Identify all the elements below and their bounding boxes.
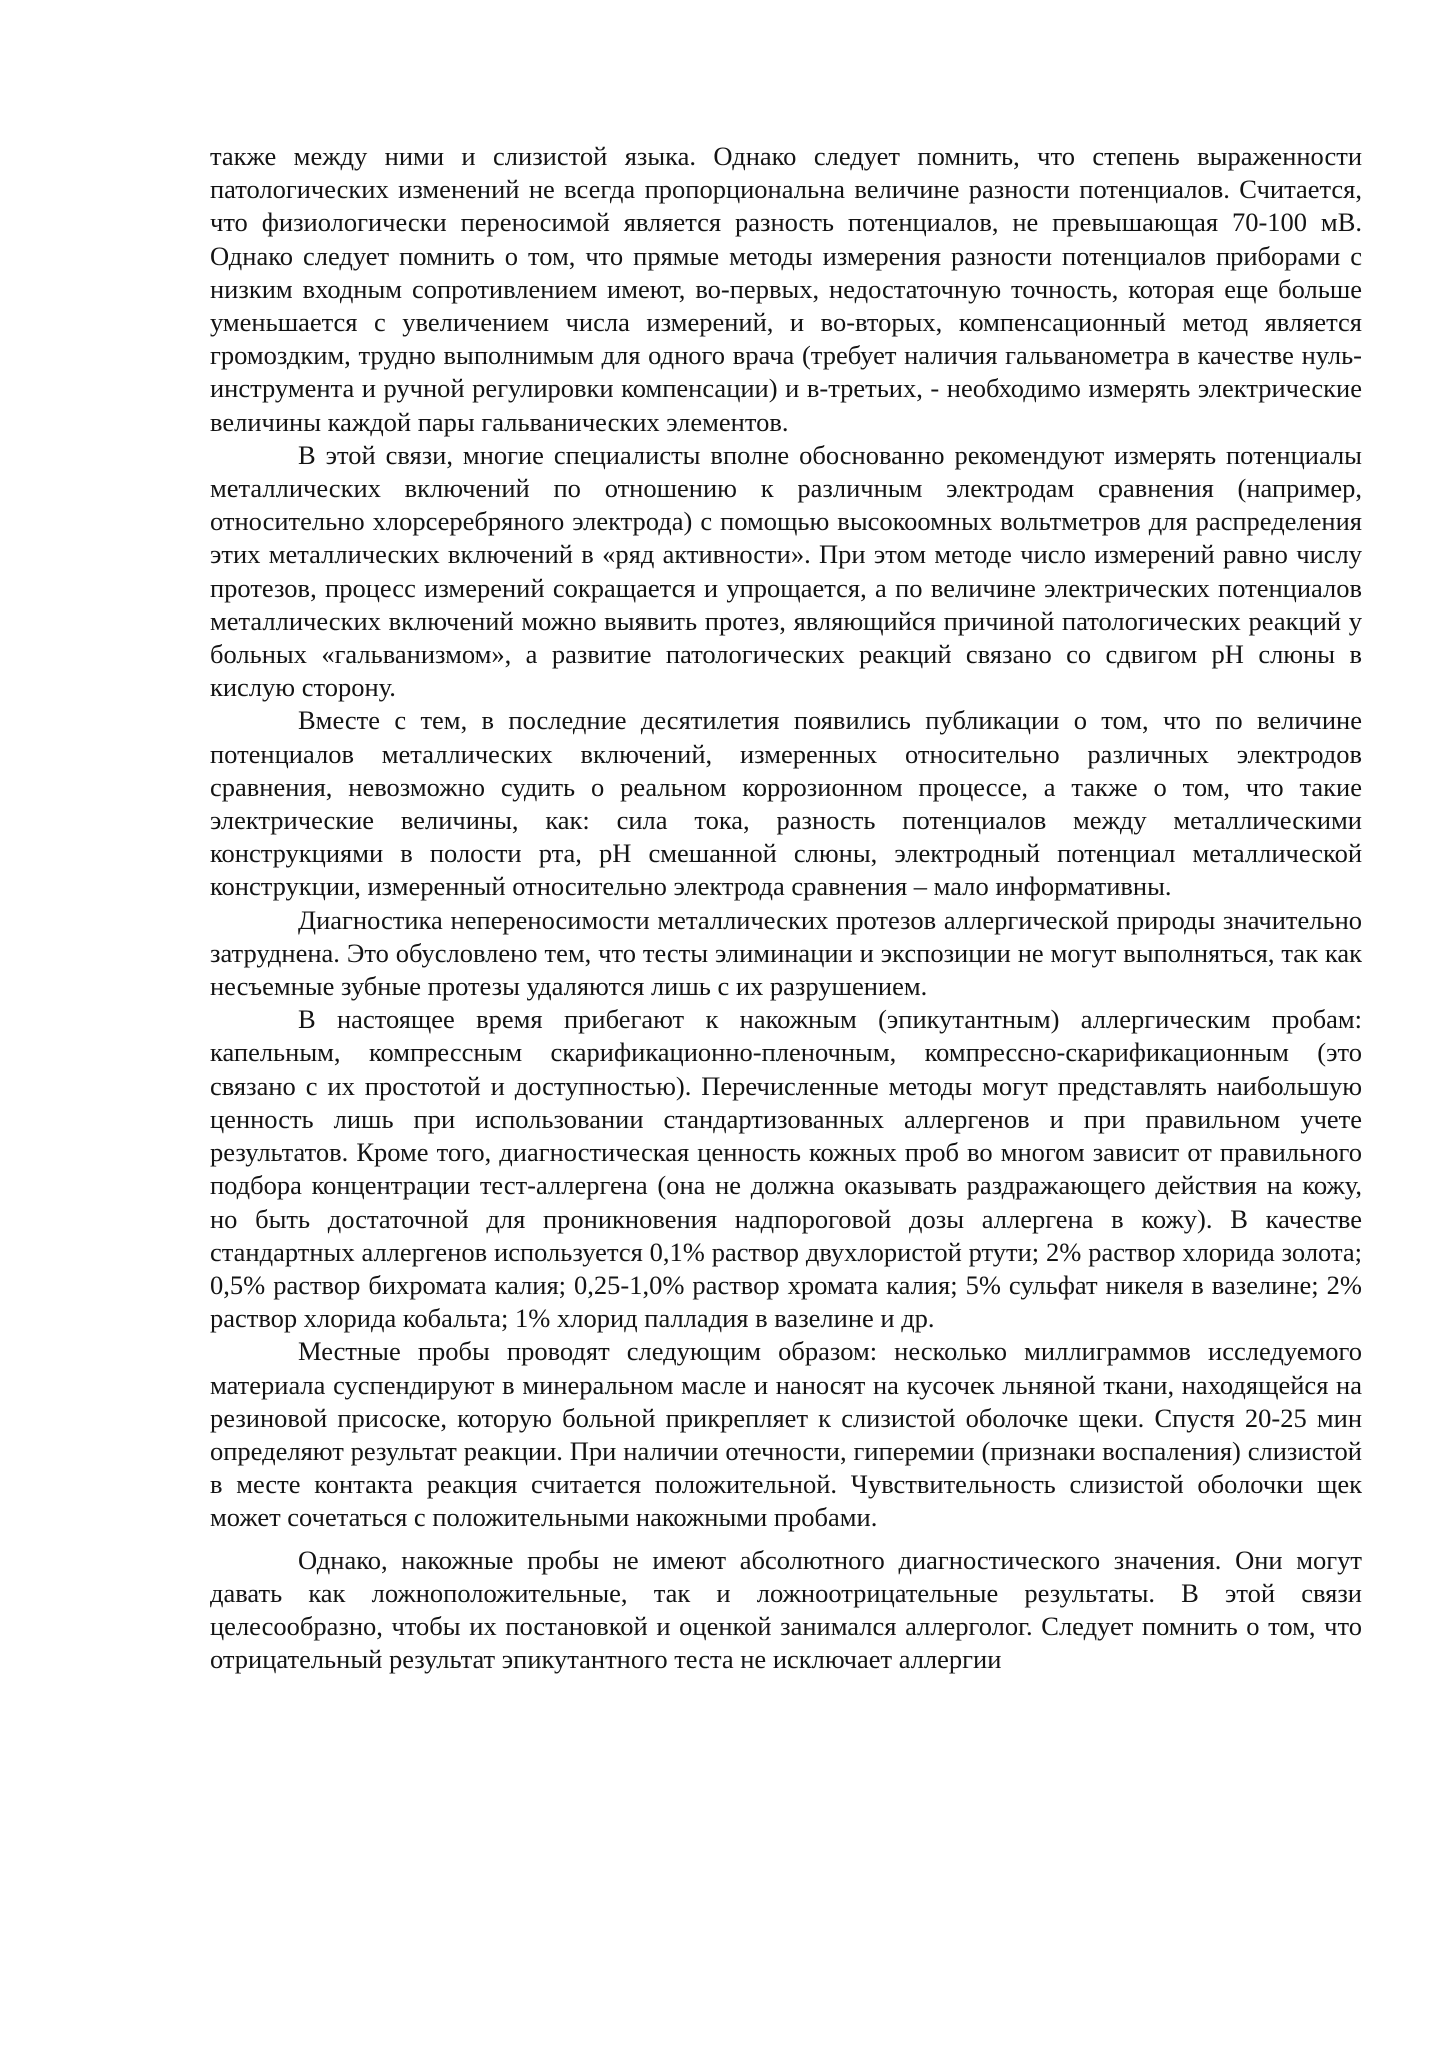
document-page [210,140,1362,1676]
paragraph-skin-tests: В настоящее время прибегают к накожным (эпикутантным) аллергическим пробам: капельным, компрессным скарификационно-пленочным, компрессно-скарификационным (это связано с их простотой и доступностью). Перечисленные методы могут представлять наибольшую ценность лишь при использовании стандартизованных аллергенов и при правильном учете результатов. Кроме того, диагностическая ценность кожных проб во многом зависит от правильного подбора концентрации тест-аллергена (она не должна оказывать раздражающего действия на кожу, но быть достаточной для проникновения надпороговой дозы аллергена в кожу). В качестве стандартных аллергенов используется 0,1% раствор двухлористой ртути; 2% раствор хлорида золота; 0,5% раствор бихромата калия; 0,25-1,0% раствор хромата калия; 5% сульфат никеля в вазелине; 2% раствор хлорида кобальта; 1% хлорид палладия в вазелине и др. [210,1004,1362,1334]
paragraph-local-tests: Местные пробы проводят следующим образом: несколько миллиграммов исследуемого материала суспендируют в минеральном масле и наносят на кусочек льняной ткани, находящейся на резиновой присоске, которую больной прикрепляет к слизистой оболочке щеки. Спустя 20-25 мин определяют результат реакции. При наличии отечности, гиперемии (признаки воспаления) слизистой в месте контакта реакция считается положительной. Чувствительность слизистой оболочки щек может сочетаться с положительными накожными пробами. [210,1336,1362,1533]
paragraph-recent-publications: Вместе с тем, в последние десятилетия появились публикации о том, что по величине потенциалов металлических включений, измеренных относительно различных электродов сравнения, невозможно судить о реальном коррозионном процессе, а также о том, что такие электрические величины, как: сила тока, разность потенциалов между металлическими конструкциями в полости рта, рН смешанной слюны, электродный потенциал металлической конструкции, измеренный относительно электрода сравнения – мало информативны. [210,705,1362,902]
paragraph-skin-tests-limitations: Однако, накожные пробы не имеют абсолютного диагностического значения. Они могут давать как ложноположительные, так и ложноотрицательные результаты. В этой связи целесообразно, чтобы их постановкой и оценкой занимался аллерголог. Следует помнить о том, что отрицательный результат эпикутантного теста не исключает аллергии [210,1544,1362,1675]
paragraph-potential-measurement: В этой связи, многие специалисты вполне обоснованно рекомендуют измерять потенциалы металлических включений по отношению к различным электродам сравнения (например, относительно хлорсеребряного электрода) с помощью высокоомных вольтметров для распределения этих металлических включений в «ряд активности». При этом методе число измерений равно числу протезов, процесс измерений сокращается и упрощается, а по величине электрических потенциалов металлических включений можно выявить протез, являющийся причиной патологических реакций у больных «гальванизмом», а развитие патологических реакций связано со сдвигом рН слюны в кислую сторону. [210,439,1362,703]
paragraph-allergy-diagnostics: Диагностика непереносимости металлических протезов аллергической природы значительно затруднена. Это обусловлено тем, что тесты элиминации и экспозиции не могут выполняться, так как несъемные зубные протезы удаляются лишь с их разрушением. [210,904,1362,1002]
paragraph-continuation: также между ними и слизистой языка. Однако следует помнить, что степень выраженности патологических изменений не всегда пропорциональна величине разности потенциалов. Считается, что физиологически переносимой является разность потенциалов, не превышающая 70-100 мВ. Однако следует помнить о том, что прямые методы измерения разности потенциалов приборами с низким входным сопротивлением имеют, во-первых, недостаточную точность, которая еще больше уменьшается с увеличением числа измерений, и во-вторых, компенсационный метод является громоздким, трудно выполнимым для одного врача (требует наличия гальванометра в качестве нуль-инструмента и ручной регулировки компенсации) и в-третьих, - необходимо измерять электрические величины каждой пары гальванических элементов. [210,141,1362,437]
